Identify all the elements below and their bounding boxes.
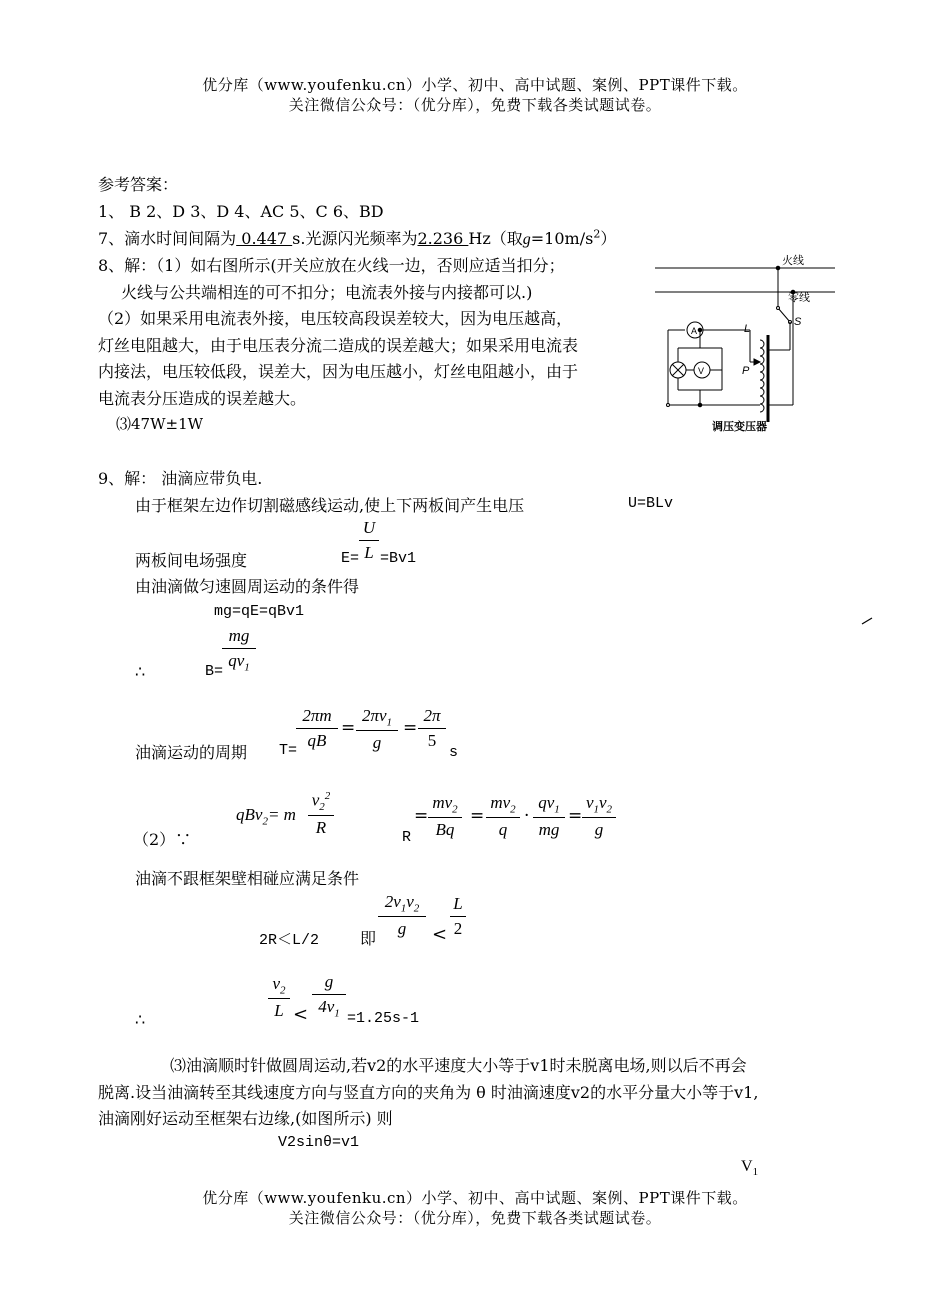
circuit-diagram	[650, 250, 840, 435]
d-rhs-den: 4v	[318, 997, 335, 1016]
q9-t-fraction-1	[296, 706, 338, 751]
q8-line-5: 内接法，电压较低段，误差大，因为电压越小，灯丝电阻越小，由于	[98, 362, 579, 381]
b-numerator: mg	[228, 626, 250, 645]
c-num-sub2: 2	[413, 902, 420, 915]
q9-d-rhs-fraction	[312, 972, 346, 1019]
b-denominator: qv	[228, 651, 245, 670]
q9-condition: 油滴不跟框架壁相碰应满足条件	[135, 869, 360, 888]
q9-mg-equation: mg=qE=qBv1	[214, 603, 305, 620]
q9-t-unit: s	[449, 744, 459, 761]
q9-t-prefix: T=	[279, 742, 298, 759]
q9-line-3: 两板间电场强度	[135, 551, 248, 570]
q7-prefix: 7、滴水时间间隔为	[98, 229, 237, 248]
q9-t-fraction-3	[418, 706, 446, 751]
q9-r-fraction-3	[533, 793, 565, 840]
q9-d-fraction	[268, 974, 290, 1021]
q9-line-4: 由油滴做匀速圆周运动的条件得	[135, 577, 360, 596]
label-inductor: L	[744, 323, 751, 335]
q9-part3-line-2: 脱离.设当油滴转至其线速度方向与竖直方向的夹角为 θ 时油滴速度v2的水平分量大小等于v1,	[98, 1083, 759, 1102]
r-eq-2: =	[568, 806, 583, 826]
d-den: L	[274, 1001, 284, 1021]
v1-label-sub: 1	[752, 1166, 759, 1179]
q9-r-fraction-1	[428, 793, 462, 840]
d-num: v	[272, 974, 281, 993]
q9-part3-line-3: 油滴刚好运动至框架右边缘,(如图所示) 则	[98, 1109, 393, 1128]
e-numerator: U	[362, 518, 376, 537]
switch-blade	[778, 308, 790, 322]
q9-line-2: 由于框架左边作切割磁感线运动,使上下两板间产生电压	[135, 496, 525, 515]
answers-q1-6: 1、 B 2、D 3、D 4、AC 5、C 6、BD	[98, 202, 384, 221]
q9-ineq-1: 2R＜L/2	[259, 932, 320, 949]
label-switch: S	[794, 316, 802, 328]
qbv-sub: 2	[262, 815, 268, 828]
r-dot: ·	[524, 806, 530, 826]
t-f3-num: 2π	[423, 706, 441, 725]
mv-num-sup: 2	[324, 790, 331, 802]
b-den-sub: 1	[244, 661, 250, 674]
mv-den: R	[315, 818, 327, 838]
label-neutral-wire: 零线	[788, 292, 810, 304]
t-f2-num: 2πv	[361, 706, 387, 725]
r-f1-num-sub: 2	[452, 803, 458, 816]
transformer-coil	[760, 340, 764, 412]
q9-cond-rhs	[450, 894, 466, 939]
t-f1-den: qB	[307, 731, 327, 750]
q9-v2sin-equation: V2sinθ=v1	[278, 1134, 360, 1151]
therefore-1: ∴	[135, 662, 146, 681]
q8-line-4: 灯丝电阻越大，由于电压表分流二造成的误差越大；如果采用电流表	[98, 336, 579, 355]
r-f3-den: mg	[538, 820, 560, 840]
q8-line-6: 电流表分压造成的误差越大。	[98, 389, 307, 408]
r-f2-num-sub: 2	[510, 803, 516, 816]
c-num-sub1: 1	[400, 902, 407, 915]
d-rhs-den-sub: 1	[334, 1007, 340, 1020]
q7-suffix: Hz（取	[468, 229, 523, 248]
c-num-v2: v	[406, 892, 414, 911]
stray-slash-mark	[860, 616, 874, 626]
q9-cond-fraction	[378, 892, 426, 939]
q9-d-result: =1.25s-1	[347, 1010, 420, 1027]
r-f2-den: q	[498, 820, 508, 840]
q8-line-1: 8、解：（1）如右图所示(开关应放在火线一边，否则应适当扣分；	[98, 256, 565, 275]
c-num: 2v	[384, 892, 401, 911]
q7-g-symbol: g	[522, 231, 531, 248]
t-f2-num-sub: 1	[386, 716, 393, 729]
q9-b-fraction	[222, 626, 256, 673]
qbv-text: qBv	[236, 805, 263, 824]
lt-sign-1: <	[432, 924, 448, 945]
q9-u-equation: U=BLv	[628, 495, 674, 512]
v1-label	[741, 1158, 758, 1178]
c-rhs-num: L	[453, 894, 463, 913]
q9-r-fraction-2	[486, 793, 520, 840]
q9-mv-fraction	[308, 790, 334, 838]
eq-m: = m	[267, 805, 296, 824]
label-voltmeter: V	[698, 366, 705, 376]
q9-e-suffix: =Bv1	[380, 550, 417, 567]
r-f3-num: qv	[538, 793, 555, 812]
q8-line-2: 火线与公共端相连的可不扣分；电流表外接与内接都可以.)	[121, 283, 533, 302]
q7-g-value: =10m/s	[530, 229, 594, 248]
t-f1-num: 2πm	[302, 706, 332, 725]
q9-part3-line-1: ⑶油滴顺时针做圆周运动,若v2的水平速度大小等于v1时未脱离电场,则以后不再会	[170, 1056, 747, 1075]
answers-title: 参考答案：	[98, 175, 179, 194]
d-num-sub: 2	[280, 984, 286, 997]
q9-part2-label: （2）∵	[133, 830, 192, 849]
r-f1-num: mv	[432, 793, 453, 812]
mv-num: v	[311, 790, 320, 810]
q9-period-label: 油滴运动的周期	[135, 743, 248, 762]
q7-sup: 2	[593, 227, 601, 241]
q8-line-7: ⑶47W±1W	[116, 415, 204, 433]
q9-r-fraction-4	[582, 793, 616, 840]
therefore-2: ∴	[135, 1010, 146, 1029]
q9-line-1: 9、解： 油滴应带负电.	[98, 469, 263, 488]
q9-ji: 即	[360, 929, 377, 948]
header-line-2: 关注微信公众号：（优分库），免费下载各类试题试卷。	[288, 96, 662, 114]
label-ammeter: A	[691, 326, 698, 336]
mv-num-sub: 2	[319, 801, 325, 814]
header-line-1: 优分库（www.youfenku.cn）小学、初中、高中试题、案例、PPT课件下载。	[202, 76, 748, 94]
q9-e-fraction	[359, 518, 379, 563]
footer-line-2: 关注微信公众号：（优分库），免费下载各类试题试卷。	[288, 1209, 662, 1227]
answers-q7	[98, 226, 616, 249]
c-rhs-den: 2	[453, 919, 463, 938]
c-den: g	[397, 919, 407, 939]
t-f3-den: 5	[427, 731, 437, 750]
d-rhs-num: g	[324, 972, 334, 991]
q7-interval-value: 0.447	[236, 229, 293, 248]
label-pointer: P	[742, 365, 750, 377]
q7-close: ）	[600, 229, 617, 248]
r-f4-den: g	[594, 820, 604, 840]
r-f4-num-sub2: 2	[606, 803, 613, 816]
r-f4-num-v2: v	[599, 793, 607, 812]
q8-line-3: （2）如果采用电流表外接，电压较高段误差较大，因为电压越高，	[98, 309, 573, 328]
q9-qbv	[236, 805, 296, 827]
t-f2-den: g	[372, 733, 382, 753]
q9-e-prefix: E=	[341, 550, 360, 567]
eq-sign-2: =	[403, 718, 418, 738]
q7-frequency-value: 2.236	[417, 229, 469, 248]
r-eq-1: =	[470, 806, 485, 826]
eq-sign-1: =	[341, 718, 356, 738]
q9-b-prefix: B=	[205, 663, 224, 680]
e-denominator: L	[364, 543, 374, 562]
r-f2-num: mv	[490, 793, 511, 812]
r-f3-num-sub: 1	[554, 803, 560, 816]
q9-r-label: R	[402, 829, 412, 846]
r-eq-0: =	[414, 806, 429, 826]
r-f4-num-sub1: 1	[593, 803, 599, 816]
q7-mid: s.光源闪光频率为	[292, 229, 418, 248]
lt-sign-2: <	[293, 1004, 309, 1025]
v1-label-text: V	[741, 1158, 753, 1175]
r-f4-num: v	[585, 793, 594, 812]
q9-t-fraction-2	[356, 706, 398, 753]
r-f1-den: Bq	[435, 820, 455, 840]
label-live-wire: 火线	[782, 255, 804, 267]
circuit-caption: 调压变压器	[712, 421, 767, 433]
footer-line-1: 优分库（www.youfenku.cn）小学、初中、高中试题、案例、PPT课件下载。	[202, 1189, 748, 1207]
